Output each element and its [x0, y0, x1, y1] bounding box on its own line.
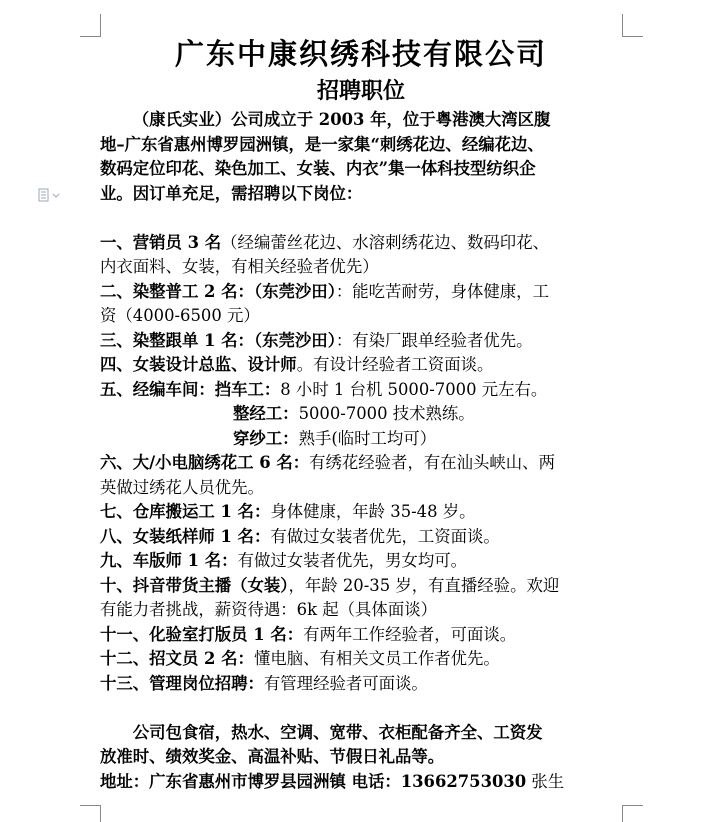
intro-line: 业。因订单充足，需招聘以下岗位：: [100, 183, 363, 203]
recruitment-heading: 招聘职位: [316, 78, 405, 104]
paste-options-icon[interactable]: [38, 188, 64, 202]
list-item: 十、抖音带货主播（女装），年龄 20-35 岁，有直播经验。欢迎: [100, 575, 560, 595]
benefits-paragraph: [100, 721, 622, 770]
list-item: 三、染整跟单 1 名：（东莞沙田）：有染厂跟单经验者优先。: [100, 330, 533, 350]
list-item: 七、仓库搬运工 1 名：身体健康，年龄 35-48 岁。: [100, 502, 476, 521]
list-item: 二、染整普工 2 名：（东莞沙田）：能吃苦耐劳，身体健康，工: [100, 281, 549, 301]
list-item: 六、大/小电脑绣花工 6 名：有绣花经验者，有在汕头峡山、两: [100, 453, 555, 472]
list-item: 九、车版师 1 名：有做过女装者优先，男女均可。: [100, 551, 468, 570]
list-item: 四、女装设计总监、设计师。有设计经验者工资面谈。: [100, 355, 494, 374]
list-item: 穿纱工：熟手(临时工均可）: [233, 428, 437, 448]
benefits-line: 公司包食宿，热水、空调、宽带、衣柜配备齐全、工资发: [132, 722, 543, 742]
list-item-continuation: 英做过绣花人员优先。: [100, 477, 264, 497]
benefits-line: 放准时、绩效奖金、高温补贴、节假日礼品等。: [100, 747, 445, 766]
document-page: [100, 30, 622, 794]
list-item: 十三、管理岗位招聘：有管理经验者可面谈。: [100, 673, 428, 693]
page-corner-mark: [80, 805, 101, 822]
list-item-continuation: 有能力者挑战，薪资待遇：6k 起（具体面谈）: [100, 600, 437, 619]
positions-list: [100, 231, 622, 697]
page-corner-mark: [622, 14, 643, 37]
intro-line: 地–广东省惠州博罗园洲镇，是一家集“刺绣花边、经编花边、: [100, 134, 544, 154]
intro-line: 数码定位印花、染色加工、女装、内衣”集一体科技型纺织企: [100, 159, 536, 178]
list-item: 十二、招文员 2 名：懂电脑、有相关文员工作者优先。: [100, 649, 500, 668]
intro-paragraph: [100, 108, 622, 206]
list-item: 十一、化验室打版员 1 名：有两年工作经验者，可面谈。: [100, 624, 517, 644]
address-line: 地址：广东省惠州市博罗县园洲镇 电话：13662753030 张生: [100, 771, 565, 791]
list-item: 一、营销员 3 名（经编蕾丝花边、水溶刺绣花边、数码印花、: [100, 232, 549, 252]
intro-line: （康氏实业）公司成立于 2003 年，位于粤港澳大湾区腹: [132, 110, 551, 129]
list-item: 八、女装纸样师 1 名：有做过女装者优先，工资面谈。: [100, 526, 500, 546]
page-corner-mark: [622, 805, 643, 822]
list-item: 整经工：5000-7000 技术熟练。: [233, 404, 475, 423]
list-item: 五、经编车间：挡车工：8 小时 1 台机 5000-7000 元左右。: [100, 379, 548, 399]
company-title: 广东中康织绣科技有限公司: [174, 37, 547, 71]
list-item-continuation: 资（4000-6500 元）: [100, 306, 260, 325]
contact-name: 张生: [531, 771, 565, 791]
list-item-continuation: 内衣面料、女装，有相关经验者优先）: [100, 257, 379, 276]
page-corner-mark: [80, 14, 101, 37]
